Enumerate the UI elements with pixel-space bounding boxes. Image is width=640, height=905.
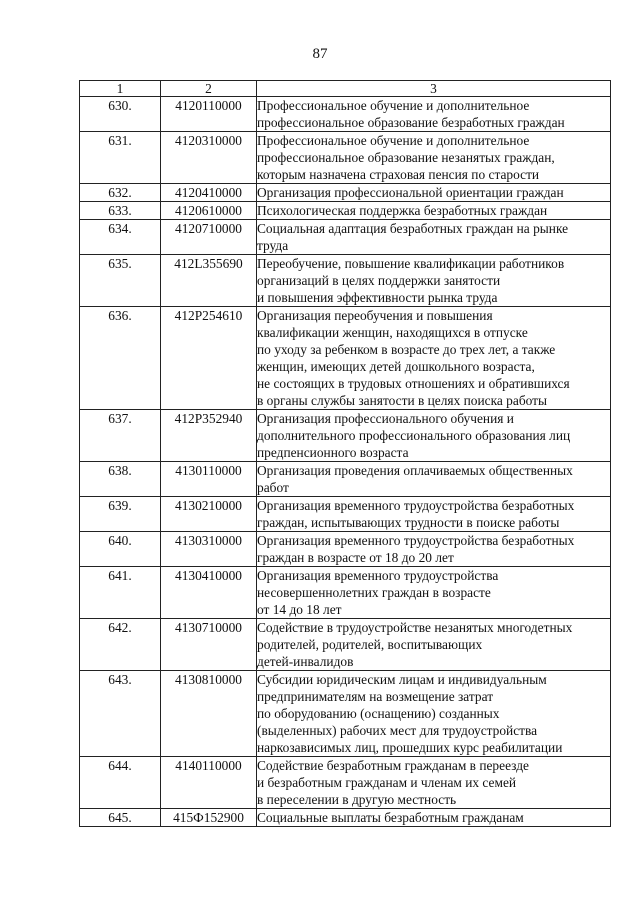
article-description xyxy=(257,410,611,462)
description-line: Субсидии юридическим лицам и индивидуальным xyxy=(257,672,547,687)
target-article-code: 412P352940 xyxy=(161,410,257,462)
description-line: в переселении в другую местность xyxy=(257,792,457,807)
target-article-code: 4130210000 xyxy=(161,497,257,532)
column-header-number: 1 xyxy=(80,81,161,97)
target-article-code: 412L355690 xyxy=(161,255,257,307)
article-description xyxy=(257,567,611,619)
description-line: детей-инвалидов xyxy=(257,654,354,669)
description-line: Организация временного трудоустройства безработных xyxy=(257,498,575,513)
target-article-code: 4140110000 xyxy=(161,757,257,809)
table-row xyxy=(80,809,611,827)
description-line: Профессиональное обучение и дополнительное xyxy=(257,133,530,148)
article-description xyxy=(257,462,611,497)
target-article-code: 4130710000 xyxy=(161,619,257,671)
article-description xyxy=(257,97,611,132)
table-row xyxy=(80,184,611,202)
column-header-description: 3 xyxy=(257,81,611,97)
table-row xyxy=(80,255,611,307)
table-row xyxy=(80,97,611,132)
description-line: граждан в возрасте от 18 до 20 лет xyxy=(257,550,454,565)
row-number: 644. xyxy=(80,757,161,809)
description-line: женщин, имеющих детей дошкольного возраста, xyxy=(257,359,535,374)
description-line: и безработным гражданам и членам их семей xyxy=(257,775,517,790)
description-line: граждан, испытывающих трудности в поиске работы xyxy=(257,515,560,530)
article-description xyxy=(257,809,611,827)
description-line: наркозависимых лиц, прошедших курс реабилитации xyxy=(257,740,563,755)
row-number: 633. xyxy=(80,202,161,220)
description-line: работ xyxy=(257,480,289,495)
row-number: 636. xyxy=(80,307,161,410)
description-line: по оборудованию (оснащению) созданных xyxy=(257,706,500,721)
row-number: 641. xyxy=(80,567,161,619)
description-line: Психологическая поддержка безработных граждан xyxy=(257,203,548,218)
description-line: предпенсионного возраста xyxy=(257,445,409,460)
article-description xyxy=(257,307,611,410)
row-number: 632. xyxy=(80,184,161,202)
table-row xyxy=(80,532,611,567)
table-row xyxy=(80,462,611,497)
description-line: Организация профессионального обучения и xyxy=(257,411,514,426)
target-article-code: 4120310000 xyxy=(161,132,257,184)
article-description xyxy=(257,202,611,220)
row-number: 637. xyxy=(80,410,161,462)
budget-classification-table xyxy=(79,80,611,827)
row-number: 635. xyxy=(80,255,161,307)
table-header-row xyxy=(80,81,611,97)
table-row xyxy=(80,132,611,184)
description-line: (выделенных) рабочих мест для трудоустройства xyxy=(257,723,538,738)
page-number: 87 xyxy=(312,46,328,62)
table-row xyxy=(80,202,611,220)
row-number: 638. xyxy=(80,462,161,497)
article-description xyxy=(257,255,611,307)
table-row xyxy=(80,307,611,410)
description-line: в органы службы занятости в целях поиска работы xyxy=(257,393,548,408)
description-line: и повышения эффективности рынка труда xyxy=(257,290,498,305)
description-line: по уходу за ребенком в возрасте до трех лет, а также xyxy=(257,342,556,357)
table-row xyxy=(80,757,611,809)
description-line: Содействие безработным гражданам в переезде xyxy=(257,758,529,773)
column-header-code: 2 xyxy=(161,81,257,97)
table-row xyxy=(80,410,611,462)
article-description xyxy=(257,671,611,757)
target-article-code: 4130310000 xyxy=(161,532,257,567)
target-article-code: 412P254610 xyxy=(161,307,257,410)
row-number: 640. xyxy=(80,532,161,567)
table-body xyxy=(80,97,611,827)
description-line: Организация переобучения и повышения xyxy=(257,308,493,323)
description-line: профессиональное образование незанятых граждан, xyxy=(257,150,555,165)
description-line: квалификации женщин, находящихся в отпуске xyxy=(257,325,528,340)
row-number: 630. xyxy=(80,97,161,132)
table-row xyxy=(80,567,611,619)
target-article-code: 415Ф152900 xyxy=(161,809,257,827)
row-number: 643. xyxy=(80,671,161,757)
table-row xyxy=(80,619,611,671)
row-number: 642. xyxy=(80,619,161,671)
description-line: Организация профессиональной ориентации граждан xyxy=(257,185,564,200)
description-line: Организация проведения оплачиваемых общественных xyxy=(257,463,573,478)
description-line: Содействие в трудоустройстве незанятых многодетных xyxy=(257,620,573,635)
target-article-code: 4130110000 xyxy=(161,462,257,497)
description-line: Социальные выплаты безработным гражданам xyxy=(257,810,524,825)
description-line: родителей, родителей, воспитывающих xyxy=(257,637,483,652)
description-line: предпринимателям на возмещение затрат xyxy=(257,689,494,704)
description-line: профессиональное образование безработных граждан xyxy=(257,115,565,130)
article-description xyxy=(257,220,611,255)
description-line: от 14 до 18 лет xyxy=(257,602,342,617)
description-line: Социальная адаптация безработных граждан на рынке xyxy=(257,221,569,236)
article-description xyxy=(257,497,611,532)
description-line: труда xyxy=(257,238,289,253)
table-row xyxy=(80,671,611,757)
target-article-code: 4120710000 xyxy=(161,220,257,255)
description-line: организаций в целях поддержки занятости xyxy=(257,273,501,288)
article-description xyxy=(257,184,611,202)
target-article-code: 4120110000 xyxy=(161,97,257,132)
article-description xyxy=(257,619,611,671)
table-row xyxy=(80,220,611,255)
description-line: Переобучение, повышение квалификации работников xyxy=(257,256,565,271)
description-line: дополнительного профессионального образования лиц xyxy=(257,428,571,443)
row-number: 634. xyxy=(80,220,161,255)
description-line: Организация временного трудоустройства xyxy=(257,568,499,583)
row-number: 639. xyxy=(80,497,161,532)
article-description xyxy=(257,757,611,809)
article-description xyxy=(257,132,611,184)
row-number: 631. xyxy=(80,132,161,184)
description-line: не состоящих в трудовых отношениях и обратившихся xyxy=(257,376,570,391)
target-article-code: 4130810000 xyxy=(161,671,257,757)
table-row xyxy=(80,497,611,532)
row-number: 645. xyxy=(80,809,161,827)
description-line: несовершеннолетних граждан в возрасте xyxy=(257,585,491,600)
target-article-code: 4120610000 xyxy=(161,202,257,220)
description-line: Профессиональное обучение и дополнительное xyxy=(257,98,530,113)
target-article-code: 4120410000 xyxy=(161,184,257,202)
description-line: которым назначена страховая пенсия по старости xyxy=(257,167,540,182)
article-description xyxy=(257,532,611,567)
description-line: Организация временного трудоустройства безработных xyxy=(257,533,575,548)
target-article-code: 4130410000 xyxy=(161,567,257,619)
